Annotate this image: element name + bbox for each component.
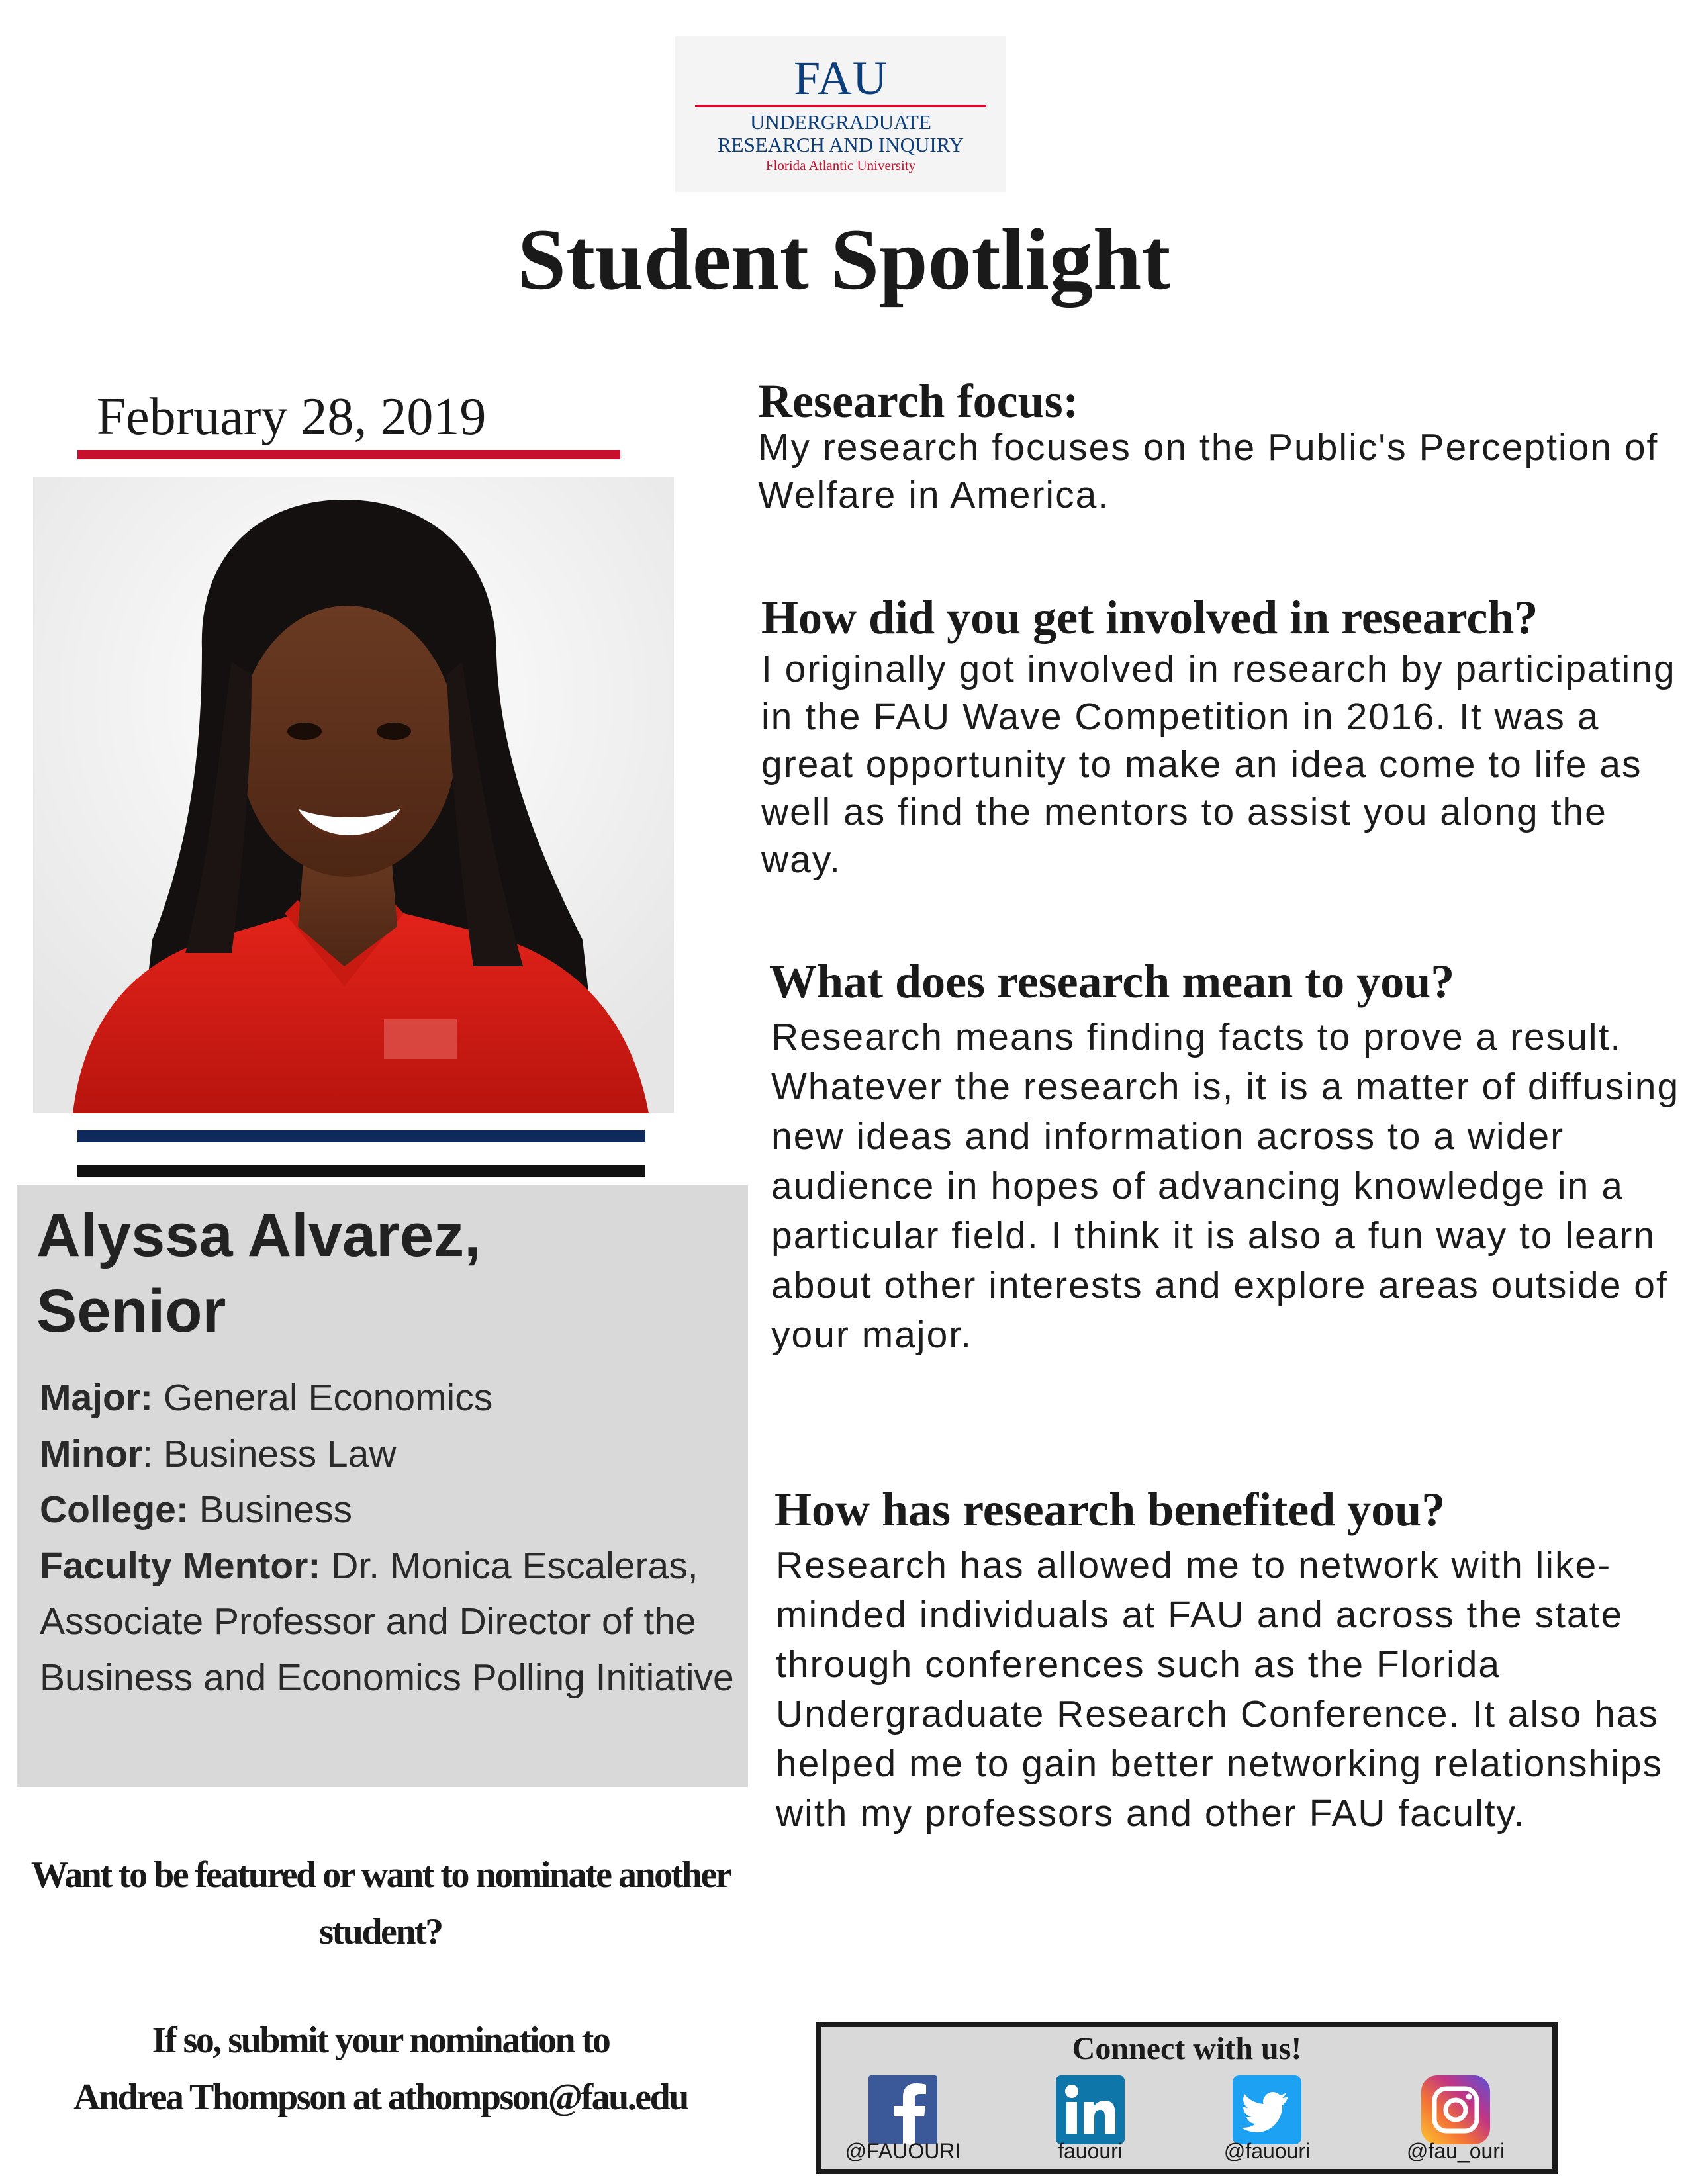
student-portrait xyxy=(33,477,674,1113)
answer-get-involved: I originally got involved in research by participating in the FAU Wave Competition in 2016. It was a great opportunity to make an idea come to life as well as find the mentors to assist you along the way. xyxy=(761,648,1676,881)
question-research-meaning: What does research mean to you? xyxy=(769,955,1455,1008)
logo-wordmark: FAU xyxy=(794,52,888,105)
spotlight-date: February 28, 2019 xyxy=(96,388,487,446)
instagram-handle[interactable]: @fau_ouri xyxy=(1406,2139,1505,2163)
instagram-icon[interactable] xyxy=(1421,2075,1490,2144)
major-label: Major: xyxy=(40,1377,153,1419)
student-name xyxy=(36,1198,731,1349)
date-underline xyxy=(77,450,620,459)
nomination-line: If so, submit your nomination to xyxy=(152,2020,610,2061)
logo-rule xyxy=(695,105,986,107)
facebook-handle[interactable]: @FAUOURI xyxy=(845,2139,961,2163)
page-title: Student Spotlight xyxy=(517,210,1171,308)
mentor-label: Faculty Mentor: xyxy=(40,1544,321,1587)
college-value: Business xyxy=(188,1488,352,1531)
logo-line-3: Florida Atlantic University xyxy=(765,158,916,173)
college-row xyxy=(40,1482,748,1538)
nomination-contact xyxy=(10,2012,751,2126)
navy-stripe xyxy=(77,1130,645,1142)
minor-value: : Business Law xyxy=(142,1432,397,1475)
fau-ouri-logo xyxy=(675,36,1006,192)
answer-research-benefit: Research has allowed me to network with like-minded individuals at FAU and across the state through conferences such as the Florida Undergraduate Research Conference. It also has helped me to gain better networking relationships with my professors and other FAU faculty. xyxy=(776,1544,1664,1835)
major-value: General Economics xyxy=(153,1377,493,1419)
logo-line-2: RESEARCH AND INQUIRY xyxy=(717,133,964,156)
major-row xyxy=(40,1370,748,1426)
connect-title: Connect with us! xyxy=(1072,2031,1302,2066)
question-research-focus: Research focus: xyxy=(758,375,1079,428)
minor-row xyxy=(40,1426,748,1482)
nomination-prompt: Want to be featured or want to nominate another student? xyxy=(30,1854,731,1952)
twitter-handle[interactable]: @fauouri xyxy=(1223,2139,1311,2163)
logo-line-1: UNDERGRADUATE xyxy=(750,111,931,134)
question-research-benefit: How has research benefited you? xyxy=(774,1483,1446,1536)
mentor-row xyxy=(40,1538,748,1706)
student-details xyxy=(40,1370,748,1706)
minor-label: Minor xyxy=(40,1432,143,1475)
linkedin-icon[interactable] xyxy=(1056,2075,1125,2144)
mentor-value: Dr. Monica Escaleras, Associate Professor and Director of the Business and Economics Polling Initiative xyxy=(40,1544,734,1699)
college-label: College: xyxy=(40,1488,189,1531)
student-class-year: Senior xyxy=(36,1277,226,1345)
question-get-involved: How did you get involved in research? xyxy=(761,591,1538,644)
black-stripe xyxy=(77,1165,645,1177)
nomination-email-line: Andrea Thompson at athompson@fau.edu xyxy=(73,2077,688,2118)
twitter-icon[interactable] xyxy=(1233,2075,1301,2144)
answer-research-meaning: Research means finding facts to prove a result. Whatever the research is, it is a matter of diffusing new ideas and information across to a wider audience in hopes of advancing knowledge in a particular field. I think it is also a fun way to learn about other interests and explore areas outside of your major. xyxy=(771,1016,1680,1356)
linkedin-handle[interactable]: fauouri xyxy=(1058,2139,1123,2163)
answer-research-focus: My research focuses on the Public's Perception of Welfare in America. xyxy=(758,426,1659,516)
student-name-line-1: Alyssa Alvarez, xyxy=(36,1202,481,1269)
facebook-icon[interactable] xyxy=(868,2075,937,2144)
